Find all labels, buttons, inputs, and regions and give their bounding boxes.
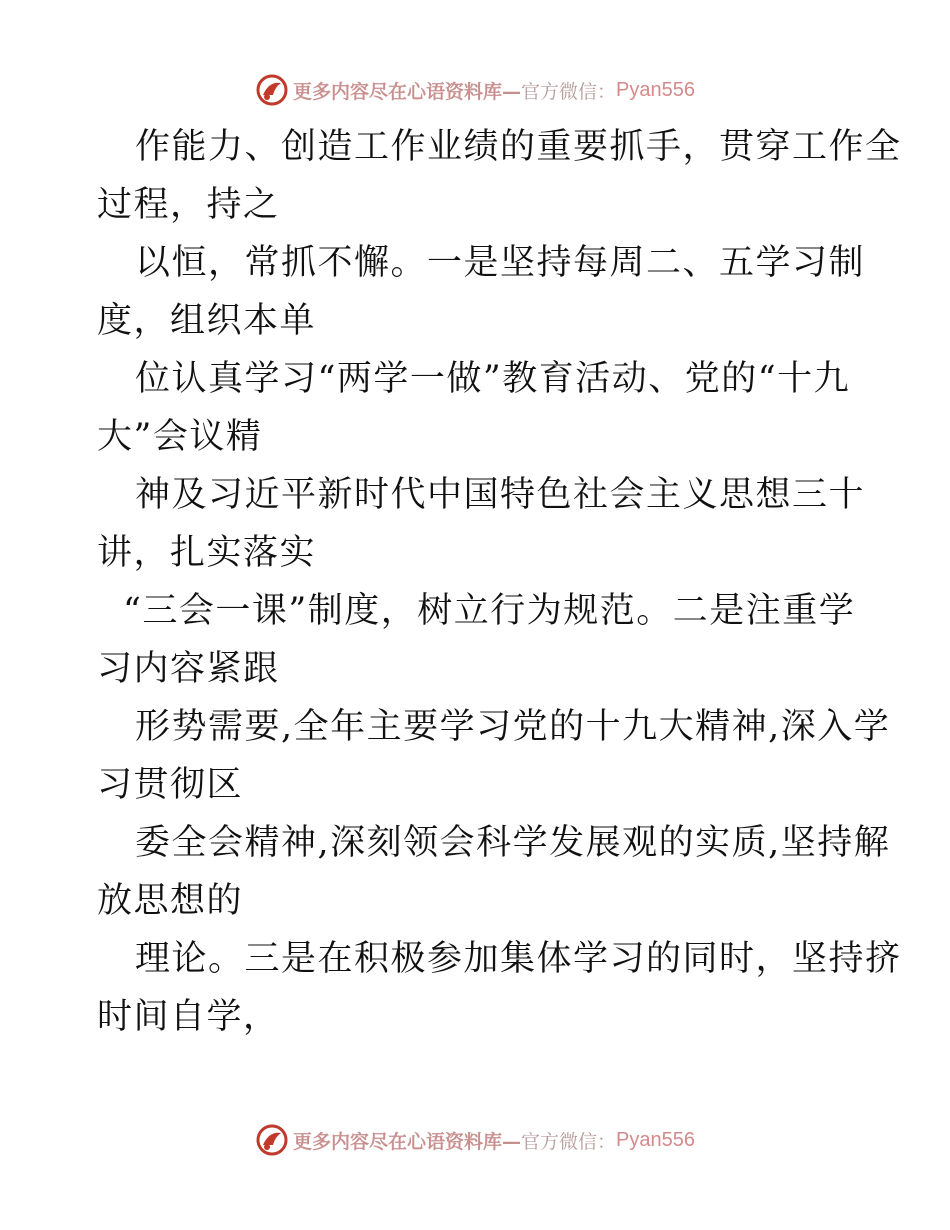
header-promo-text: 更多内容尽在心语资料库—	[293, 80, 522, 103]
text-line: 以恒，常抓不懈。一是坚持每周二、五学习制	[135, 243, 866, 283]
text-line: 时间自学，	[97, 997, 280, 1037]
text-line: 放思想的	[97, 881, 244, 921]
text-line: 度，组织本单	[97, 301, 317, 341]
header-wechat-id: Pyan556	[616, 78, 695, 101]
footer-banner	[0, 1120, 950, 1160]
logo-icon	[255, 1123, 289, 1157]
text-line: 位认真学习“两学一做”教育活动、党的“十九	[135, 359, 851, 399]
header-banner	[0, 70, 950, 110]
text-line: “三会一课”制度，树立行为规范。二是注重学	[123, 591, 856, 631]
text-line: 大”会议精	[97, 417, 263, 457]
header-wechat-label: 官方微信：	[521, 80, 617, 103]
document-body	[97, 118, 902, 1046]
text-line: 神及习近平新时代中国特色社会主义思想三十	[135, 475, 866, 515]
text-line: 讲，扎实落实	[97, 533, 317, 573]
text-line: 作能力、创造工作业绩的重要抓手，贯穿工作全	[135, 127, 902, 167]
text-line: 习贯彻区	[97, 765, 244, 805]
text-line: 形势需要,全年主要学习党的十九大精神,深入学	[135, 707, 891, 747]
footer-promo-text: 更多内容尽在心语资料库—	[293, 1130, 522, 1153]
footer-wechat-id: Pyan556	[616, 1128, 695, 1151]
text-line: 习内容紧跟	[97, 649, 280, 689]
text-line: 过程，持之	[97, 185, 280, 225]
footer-wechat-label: 官方微信：	[521, 1130, 617, 1153]
text-line: 委全会精神,深刻领会科学发展观的实质,坚持解	[135, 823, 891, 863]
text-line: 理论。三是在积极参加集体学习的同时，坚持挤	[135, 939, 902, 979]
logo-icon	[255, 73, 289, 107]
